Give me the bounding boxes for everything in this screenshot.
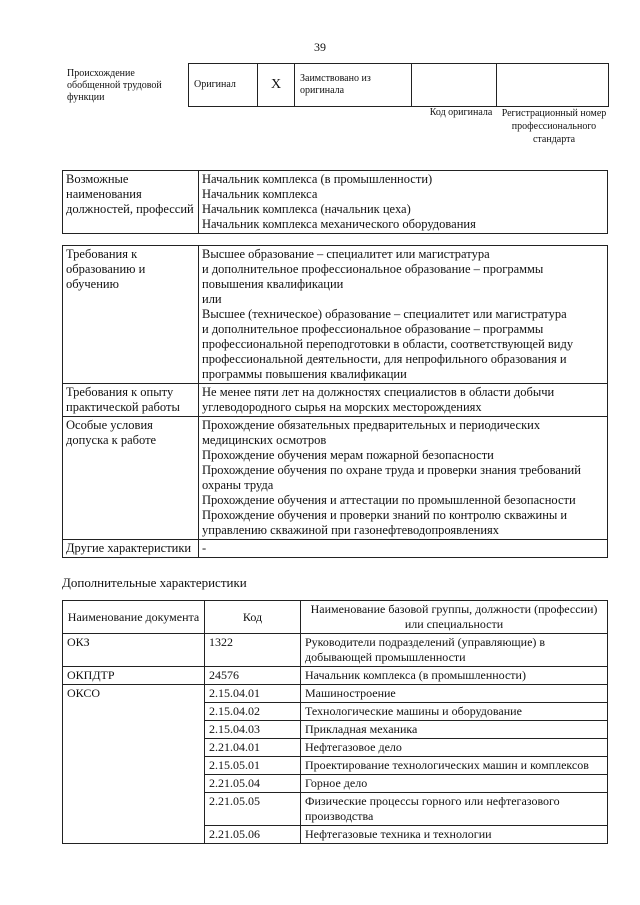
- borrowed-cell: Заимствовано из оригинала: [295, 64, 412, 107]
- code-cell: 2.15.05.01: [205, 757, 301, 775]
- extra-section-title: Дополнительные характеристики: [62, 575, 247, 590]
- text-line: повышения квалификации: [202, 277, 344, 291]
- admission-label: Особые условия допуска к работе: [63, 417, 199, 540]
- code-cell: 2.21.04.01: [205, 739, 301, 757]
- name-cell: Проектирование технологических машин и комплексов: [301, 757, 608, 775]
- name-cell: Нефтегазовое дело: [301, 739, 608, 757]
- education-row: [63, 246, 608, 384]
- other-text: -: [199, 540, 608, 558]
- registration-caption: Регистрационный номер профессионального стандарта: [501, 108, 607, 145]
- text-line: Прохождение обучения по охране труда и проверки знания требований: [202, 463, 581, 477]
- text-line: медицинских осмотров: [202, 433, 327, 447]
- table-row: [63, 685, 608, 703]
- education-label: Требования к образованию и обучению: [63, 246, 199, 384]
- name-cell: Нефтегазовые техника и технологии: [301, 826, 608, 844]
- doc-cell: ОКПДТР: [63, 667, 205, 685]
- text-line: или: [202, 292, 222, 306]
- other-label: Другие характеристики: [63, 540, 199, 558]
- code-cell: 2.15.04.02: [205, 703, 301, 721]
- header-document: Наименование документа: [63, 601, 205, 634]
- table-row: [63, 667, 608, 685]
- code-cell: 2.21.05.06: [205, 826, 301, 844]
- original-code-cell: [412, 64, 497, 107]
- position-item: Начальник комплекса: [202, 187, 318, 201]
- text-line: профессиональной переподготовки в области, соответствующей виду: [202, 337, 574, 351]
- positions-list: [199, 171, 608, 234]
- original-cell: Оригинал: [189, 64, 258, 107]
- code-cell: 24576: [205, 667, 301, 685]
- position-item: Начальник комплекса механического оборудования: [202, 217, 476, 231]
- experience-row: [63, 384, 608, 417]
- name-cell: Технологические машины и оборудование: [301, 703, 608, 721]
- name-cell: Физические процессы горного или нефтегазового производства: [301, 793, 608, 826]
- name-cell: Горное дело: [301, 775, 608, 793]
- name-cell: Начальник комплекса (в промышленности): [301, 667, 608, 685]
- admission-text: [199, 417, 608, 540]
- code-cell: 2.21.05.05: [205, 793, 301, 826]
- other-row: [63, 540, 608, 558]
- text-line: углеводородного сырья на морских месторождениях: [202, 400, 482, 414]
- text-line: программы повышения квалификации: [202, 367, 407, 381]
- code-cell: 2.21.05.04: [205, 775, 301, 793]
- header-code: Код: [205, 601, 301, 634]
- text-line: Не менее пяти лет на должностях специалистов в области добычи: [202, 385, 555, 399]
- name-cell: Машиностроение: [301, 685, 608, 703]
- code-caption: Код оригинала: [429, 107, 493, 118]
- header-name: Наименование базовой группы, должности (профессии) или специальности: [301, 601, 608, 634]
- text-line: Прохождение обучения и проверки знаний по контролю скважины и: [202, 508, 568, 522]
- origin-table: [188, 63, 609, 107]
- text-line: управлению скважиной при газонефтеводопроявлениях: [202, 523, 500, 537]
- origin-label: Происхождение обобщенной трудовой функции: [67, 68, 162, 103]
- positions-label: Возможные наименования должностей, профессий: [63, 171, 199, 234]
- experience-label: Требования к опыту практической работы: [63, 384, 199, 417]
- doc-cell: ОКЗ: [63, 634, 205, 667]
- text-line: и дополнительное профессиональное образование – программы: [202, 262, 544, 276]
- code-cell: 2.15.04.01: [205, 685, 301, 703]
- code-cell: 1322: [205, 634, 301, 667]
- text-line: охраны труда: [202, 478, 274, 492]
- registration-number-cell: [497, 64, 609, 107]
- extra-characteristics-table: [62, 600, 608, 844]
- name-cell: Руководители подразделений (управляющие) в добывающей промышленности: [301, 634, 608, 667]
- original-mark: X: [258, 64, 295, 107]
- positions-table: [62, 170, 608, 234]
- text-line: Высшее образование – специалитет или магистратура: [202, 247, 490, 261]
- education-text: [199, 246, 608, 384]
- text-line: профессиональной деятельности, для непрофильного образования и: [202, 352, 567, 366]
- table-header-row: [63, 601, 608, 634]
- text-line: Прохождение обучения и аттестации по промышленной безопасности: [202, 493, 576, 507]
- text-line: Прохождение обучения мерам пожарной безопасности: [202, 448, 494, 462]
- text-line: Высшее (техническое) образование – специалитет или магистратура: [202, 307, 567, 321]
- experience-text: [199, 384, 608, 417]
- text-line: Прохождение обязательных предварительных и периодических: [202, 418, 541, 432]
- doc-cell: ОКСО: [63, 685, 205, 844]
- text-line: и дополнительное профессиональное образование – программы: [202, 322, 544, 336]
- requirements-table: [62, 245, 608, 558]
- name-cell: Прикладная механика: [301, 721, 608, 739]
- admission-row: [63, 417, 608, 540]
- page-number: 39: [314, 40, 326, 54]
- position-item: Начальник комплекса (начальник цеха): [202, 202, 411, 216]
- position-item: Начальник комплекса (в промышленности): [202, 172, 433, 186]
- code-cell: 2.15.04.03: [205, 721, 301, 739]
- table-row: [63, 634, 608, 667]
